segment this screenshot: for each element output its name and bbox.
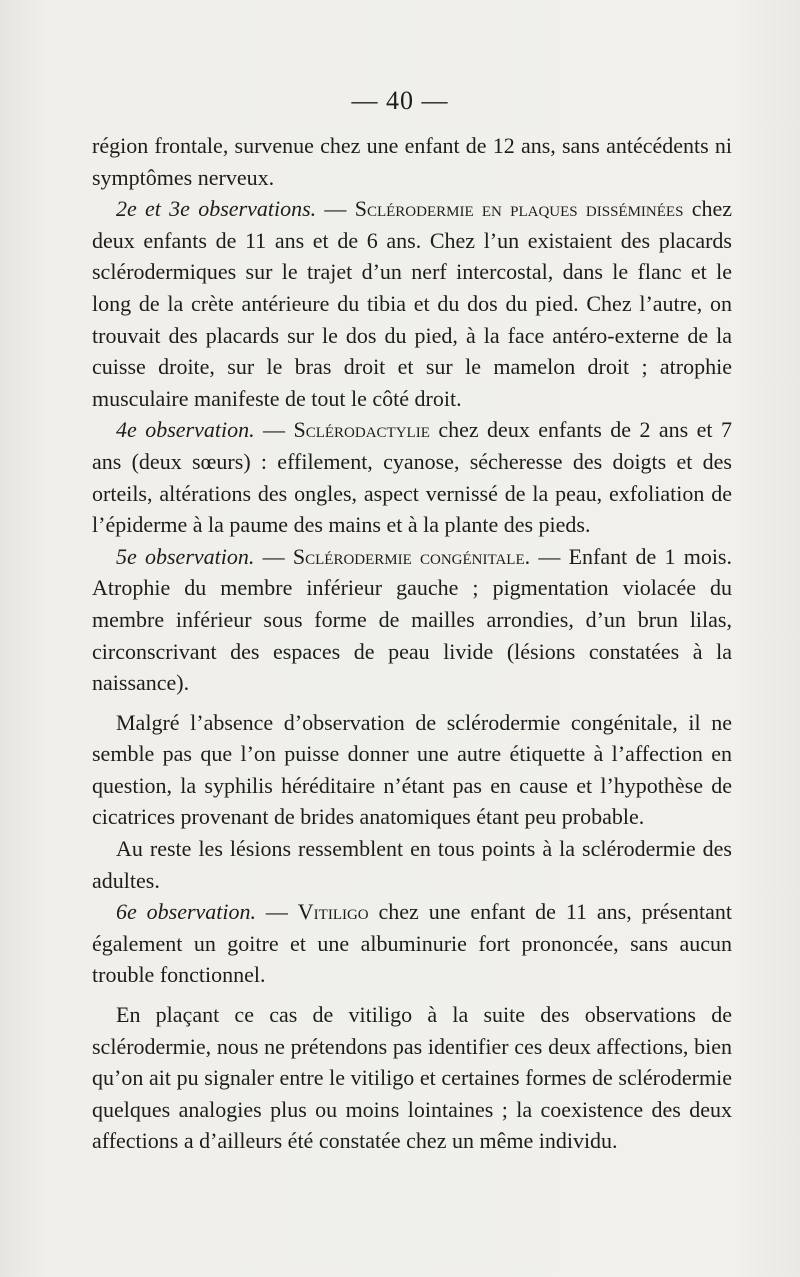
paragraph-observation-2-3 bbox=[92, 193, 732, 414]
paragraph-text: En plaçant ce cas de vitiligo à la suite des observations de sclérodermie, nous ne prétendons pas identifier ces deux affections, bien qu’on ait pu signaler entre le vitiligo et certaines formes de sclérodermie quelques analogies plus ou moins lointaines ; la coexistence des deux affections a d’ailleurs été constatée chez un même individu. bbox=[92, 1002, 732, 1154]
paragraph-observation-5 bbox=[92, 541, 732, 699]
observation-heading: Sclérodermie en plaques disséminées bbox=[354, 196, 684, 222]
paragraph-commentary bbox=[92, 833, 732, 896]
page-number: — 40 — bbox=[351, 86, 449, 115]
paragraph-text: chez une enfant de 11 ans, présentant également un goitre et une albuminurie fort prononcée, sans aucun trouble fonctionnel. bbox=[92, 899, 732, 988]
observation-heading: Sclérodermie congénitale. bbox=[292, 543, 531, 569]
body-text bbox=[92, 130, 732, 1157]
paragraph-text: chez deux enfants de 2 ans et 7 ans (deux sœurs) : effilement, cyanose, sécheresse des doigts et des orteils, altérations des ongles, aspect vernissé de la peau, exfoliation de l’épiderme à la paume des mains et à la plante des pieds. bbox=[92, 417, 732, 538]
paragraph-commentary bbox=[92, 999, 732, 1157]
observation-label: 4e observation. bbox=[116, 417, 255, 443]
observation-label: 2e et 3e observations. bbox=[116, 196, 317, 222]
dash-separator: — bbox=[316, 196, 355, 222]
paragraph-text: Au reste les lésions ressemblent en tous points à la sclérodermie des adultes. bbox=[92, 836, 732, 893]
observation-heading: Vitiligo bbox=[297, 899, 369, 925]
paragraph-text: — Enfant de 1 mois. Atrophie du membre inférieur gauche ; pigmentation violacée du membre inférieur sous forme de mailles arrondies, d’un brun lilas, circonscrivant des espaces de peau livide (lésions constatées à la naissance). bbox=[92, 543, 732, 696]
observation-heading: Sclérodactylie bbox=[293, 417, 430, 443]
dash-separator: — bbox=[256, 899, 298, 925]
paragraph-text: chez deux enfants de 11 ans et de 6 ans. Chez l’un existaient des placards sclérodermiques sur le trajet d’un nerf intercostal, dans le flanc et le long de la crète antérieure du tibia et du dos du pied. Chez l’autre, on trouvait des placards sur le dos du pied, à la face antéro-externe de la cuisse droite, sur le bras droit et sur le mamelon droit ; atrophie musculaire manifeste de tout le côté droit. bbox=[92, 196, 732, 411]
paragraph-commentary bbox=[92, 707, 732, 833]
paragraph-text: Malgré l’absence d’observation de sclérodermie congénitale, il ne semble pas que l’on puisse donner une autre étiquette à l’affection en question, la syphilis héréditaire n’étant pas en cause et l’hypothèse de cicatrices provenant de brides anatomiques étant peu probable. bbox=[92, 709, 732, 830]
paragraph-observation-6 bbox=[92, 896, 732, 991]
observation-label: 6e observation. bbox=[116, 899, 257, 925]
paragraph-continuation bbox=[92, 130, 732, 193]
dash-separator: — bbox=[254, 417, 294, 443]
observation-label: 5e observation. bbox=[116, 543, 255, 569]
dash-separator: — bbox=[254, 543, 293, 569]
paragraph-observation-4 bbox=[92, 414, 732, 540]
paragraph-text: région frontale, survenue chez une enfant de 12 ans, sans antécédents ni symptômes nerveux. bbox=[92, 133, 732, 190]
